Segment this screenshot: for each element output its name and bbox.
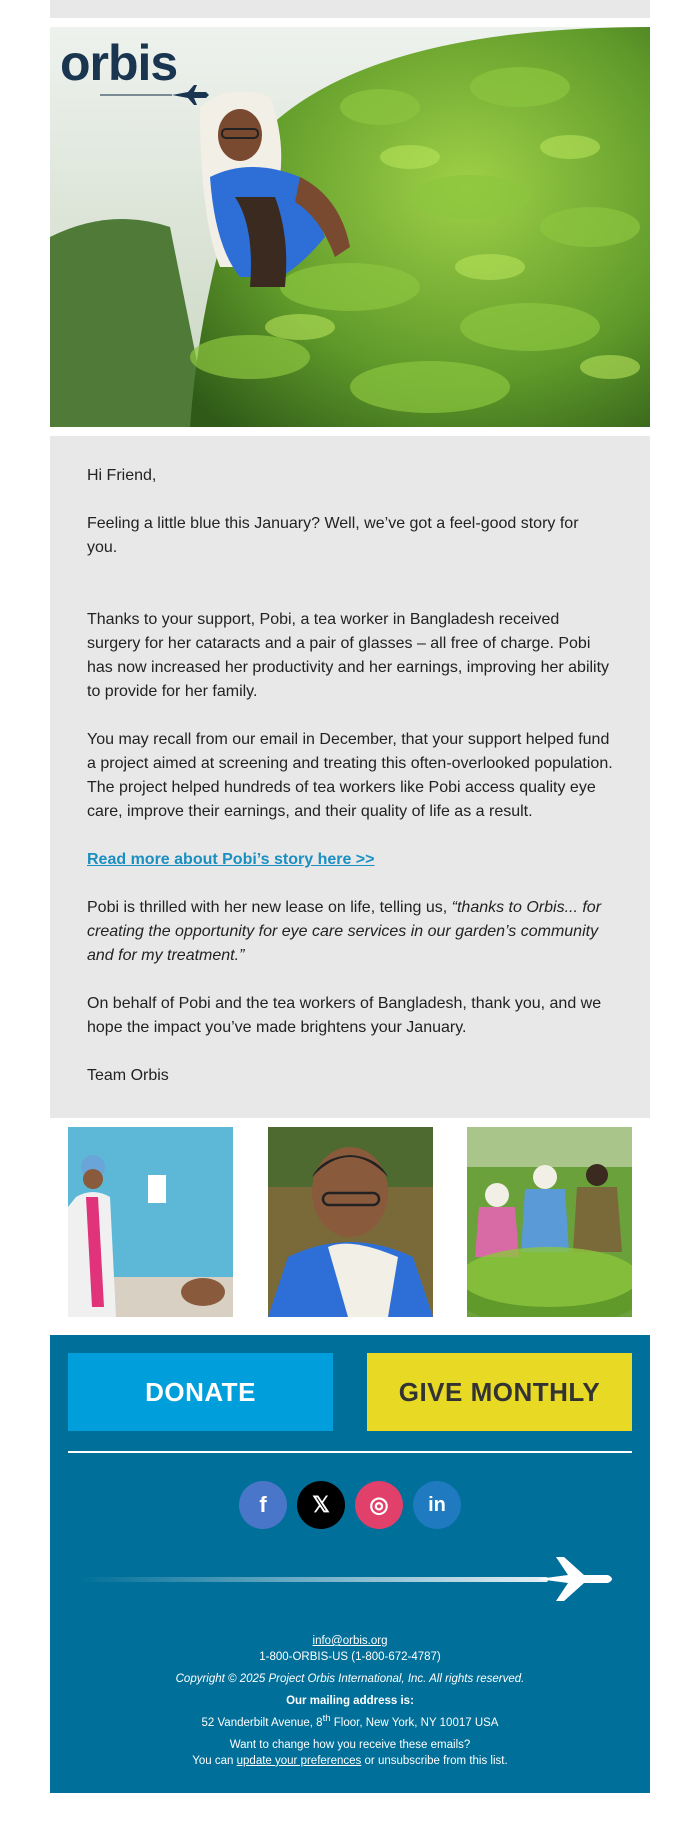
address: 52 Vanderbilt Avenue, 8th Floor, New York, NY 10017 USA [201,1713,499,1729]
pobi-quote: “thanks to Orbis... for creating the opportunity for eye care services in our garden’s community and for my treatment.” [87,899,602,964]
linkedin-icon[interactable]: in [413,1481,461,1529]
photo-row [50,1118,650,1335]
mailing-label: Our mailing address is: [286,1695,414,1707]
photo-pobi-portrait [268,1127,433,1317]
quote-paragraph: Pobi is thrilled with her new lease on life, telling us, “thanks to Orbis... for creating the opportunity for eye care services in our garden’s community and for my treatment.” [87,899,602,964]
story-paragraph-2: You may recall from our email in December, that your support helped fund a project aimed at screening and treating this often-overlooked population. The project helped hundreds of tea workers like Pobi access quality eye care, improve their earnings, and their quality of life as a result. [87,731,613,820]
donate-button[interactable]: DONATE [68,1353,333,1431]
phone: 1-800-ORBIS-US (1-800-672-4787) [259,1651,441,1663]
email-link[interactable]: info@orbis.org [312,1635,388,1647]
photo-tea-workers [467,1127,632,1317]
photo-eye-test [68,1127,233,1317]
hero-image [50,27,650,427]
divider [68,1451,632,1453]
email-container [50,0,650,1793]
thanks-paragraph: On behalf of Pobi and the tea workers of Bangladesh, thank you, and we hope the impact you’ve made brightens your January. [87,995,602,1036]
orbis-logo[interactable]: orbis [60,35,210,105]
change-prompt: Want to change how you receive these emails? [229,1738,471,1751]
copyright: Copyright © 2025 Project Orbis International, Inc. All rights reserved. [175,1673,525,1685]
story-paragraph-1: Thanks to your support, Pobi, a tea worker in Bangladesh received surgery for her cataracts and a pair of glasses – all free of charge. Pobi has now increased her productivity and her earnings, improving her ability to provide for her family. [87,611,610,700]
greeting: Hi Friend, [87,467,157,484]
footer [50,1335,650,1793]
top-strip [50,0,650,18]
give-monthly-button[interactable]: GIVE MONTHLY [367,1353,632,1431]
plane-icon [60,35,210,105]
unsubscribe-link[interactable]: unsubscribe from this list [377,1754,505,1767]
instagram-icon[interactable]: ◎ [355,1481,403,1529]
plane-trail-graphic [68,1539,632,1619]
intro-paragraph: Feeling a little blue this January? Well, we’ve got a feel-good story for you. [87,515,579,556]
update-preferences-link[interactable]: update your preferences [236,1754,362,1767]
x-icon[interactable]: 𝕏 [297,1481,345,1529]
facebook-icon[interactable]: f [239,1481,287,1529]
cta-row [68,1353,632,1431]
signoff: Team Orbis [87,1067,169,1084]
airplane-icon [68,1539,632,1619]
letter-body [50,436,650,1118]
preferences-line: You can update your preferences or unsubscribe from this list. [192,1754,508,1767]
social-links [68,1481,632,1529]
read-more-link[interactable]: Read more about Pobi’s story here >> [87,851,375,868]
